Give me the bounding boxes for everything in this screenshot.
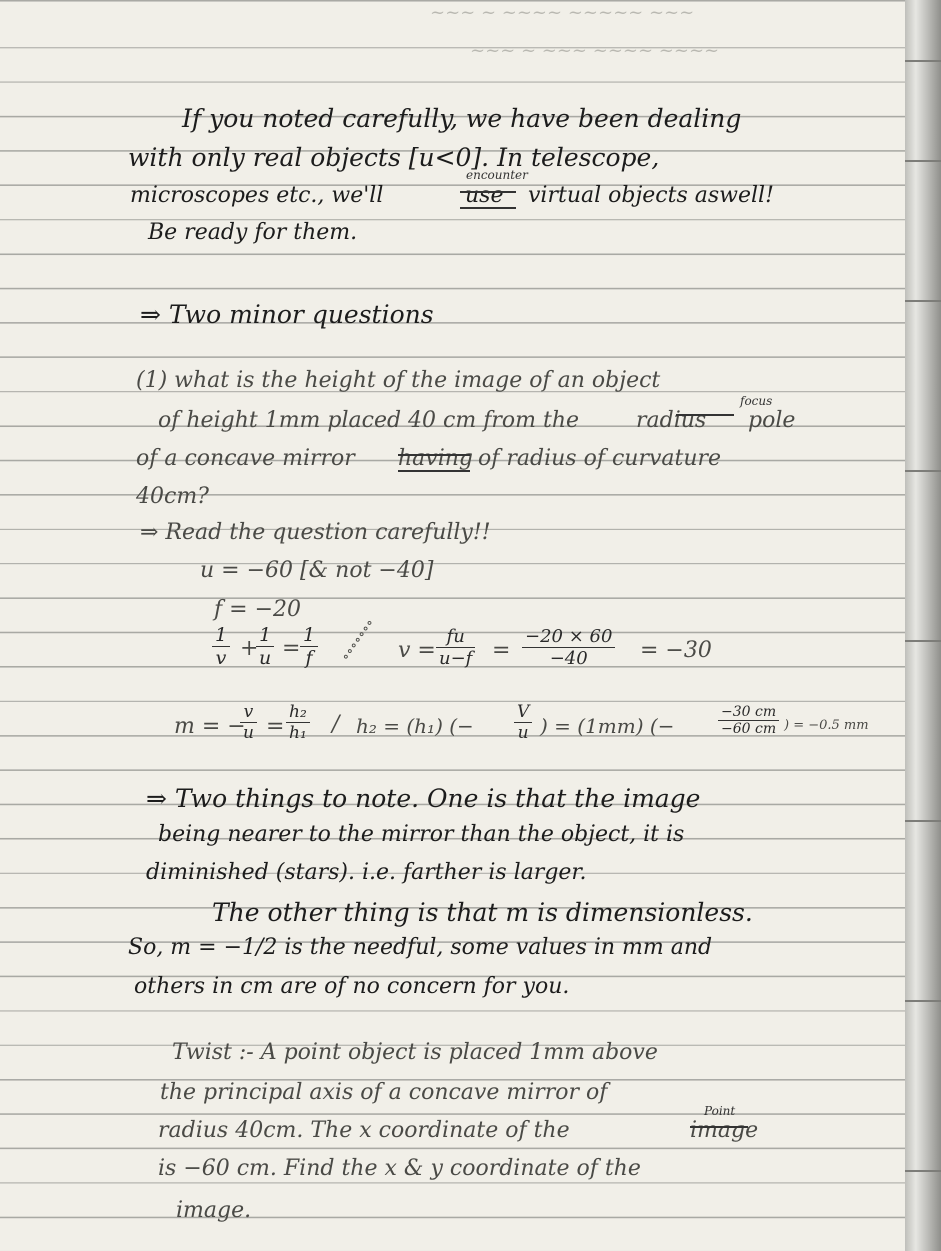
question-line: (1) what is the height of the image of an object xyxy=(136,368,661,393)
question-line: of a concave mirror xyxy=(136,446,355,471)
paragraph-line: Be ready for them. xyxy=(148,220,358,245)
inserted-word: focus xyxy=(740,394,773,408)
notes-line: ⇒ Two things to note. One is that the image xyxy=(146,784,701,813)
struck-word: radius xyxy=(636,408,707,433)
binding-notch xyxy=(905,1170,941,1172)
v-label: v = xyxy=(398,638,436,663)
h2-expression: h₂ = (h₁) (− xyxy=(356,714,474,738)
plus-sign: + xyxy=(240,636,259,661)
strike-mark xyxy=(398,454,470,472)
fraction-fu-over-u-f: $\frac{fu}{u-f}$ xyxy=(436,626,475,669)
struck-word: image xyxy=(690,1118,759,1143)
equals-sign: = xyxy=(492,638,511,663)
binding-notch xyxy=(905,820,941,822)
equals-sign: = xyxy=(266,714,285,739)
notebook-binding xyxy=(905,0,941,1251)
twist-line: is −60 cm. Find the x & y coordinate of the xyxy=(158,1156,641,1181)
m-result: ) = −0.5 mm xyxy=(784,718,869,733)
question-line: of radius of curvature xyxy=(478,446,722,471)
question-line: of height 1mm placed 40 cm from the xyxy=(158,408,580,433)
binding-notch xyxy=(905,640,941,642)
v-result: = −30 xyxy=(640,638,712,663)
fraction-calc: $\frac{-20 \times 60}{-40}$ xyxy=(522,626,615,669)
strike-mark xyxy=(676,414,734,430)
question-line: pole xyxy=(748,408,796,433)
m-label: m = − xyxy=(174,714,246,739)
paragraph-line: microscopes etc., we'll xyxy=(130,183,384,208)
inserted-word: encounter xyxy=(466,168,528,182)
twist-line: the principal axis of a concave mirror of xyxy=(160,1080,608,1105)
notes-line: The other thing is that m is dimensionless. xyxy=(212,898,753,927)
equals-sign: = xyxy=(282,636,301,661)
notes-line: others in cm are of no concern for you. xyxy=(134,974,570,999)
notes-line: diminished (stars). i.e. farther is larger. xyxy=(146,860,587,885)
separator-slash: / xyxy=(332,712,340,737)
strike-mark xyxy=(690,1126,748,1142)
notes-line: being nearer to the mirror than the object, it is xyxy=(158,822,685,847)
binding-notch xyxy=(905,160,941,162)
fraction-V-over-u: $\frac{V}{u}$ xyxy=(514,702,532,743)
twist-line: Twist :- A point object is placed 1mm above xyxy=(172,1040,658,1065)
question-line: 40cm? xyxy=(136,484,209,509)
fraction-1-over-u: $\frac{1}{u}$ xyxy=(256,624,274,669)
fraction-1-over-v: $\frac{1}{v}$ xyxy=(212,624,230,669)
strike-mark xyxy=(460,191,516,209)
paragraph-line: virtual objects aswell! xyxy=(528,183,774,208)
bleed-through-scribble: ~~~ ~ ~~~ ~~~~ ~~~~ xyxy=(470,40,720,61)
fraction-cm-ratio: $\frac{-30 cm}{-60 cm}$ xyxy=(718,704,779,737)
h2-expression-cont: ) = (1mm) (− xyxy=(540,714,675,738)
f-value: f = −20 xyxy=(214,597,301,622)
struck-word: use xyxy=(465,183,504,208)
section-heading: ⇒ Two minor questions xyxy=(140,300,434,329)
fraction-v-over-u: $\frac{v}{u}$ xyxy=(240,702,257,743)
fraction-1-over-f: $\frac{1}{f}$ xyxy=(300,624,318,669)
bleed-through-scribble: ~~~ ~ ~~~~ ~~~~~ ~~~ xyxy=(430,2,695,23)
struck-word: having xyxy=(398,446,474,471)
paragraph-line: If you noted carefully, we have been dealing xyxy=(182,104,742,133)
binding-notch xyxy=(905,1000,941,1002)
binding-notch xyxy=(905,300,941,302)
binding-notch xyxy=(905,60,941,62)
paragraph-line: with only real objects [u<0]. In telescope, xyxy=(128,143,660,172)
twist-line: radius 40cm. The x coordinate of the xyxy=(158,1118,570,1143)
inserted-word: Point xyxy=(704,1104,736,1118)
solution-intro: ⇒ Read the question carefully!! xyxy=(140,520,491,545)
u-value: u = −60 [& not −40] xyxy=(200,558,434,583)
twist-line: image. xyxy=(176,1198,252,1223)
fraction-h2-over-h1: $\frac{\text{h₂}}{\text{h₁}}$ xyxy=(286,702,310,743)
notes-line: So, m = −1/2 is the needful, some values in mm and xyxy=(128,935,713,960)
dotted-squiggle: ∘∘∘∘∘∘∘ xyxy=(337,615,379,665)
binding-notch xyxy=(905,470,941,472)
